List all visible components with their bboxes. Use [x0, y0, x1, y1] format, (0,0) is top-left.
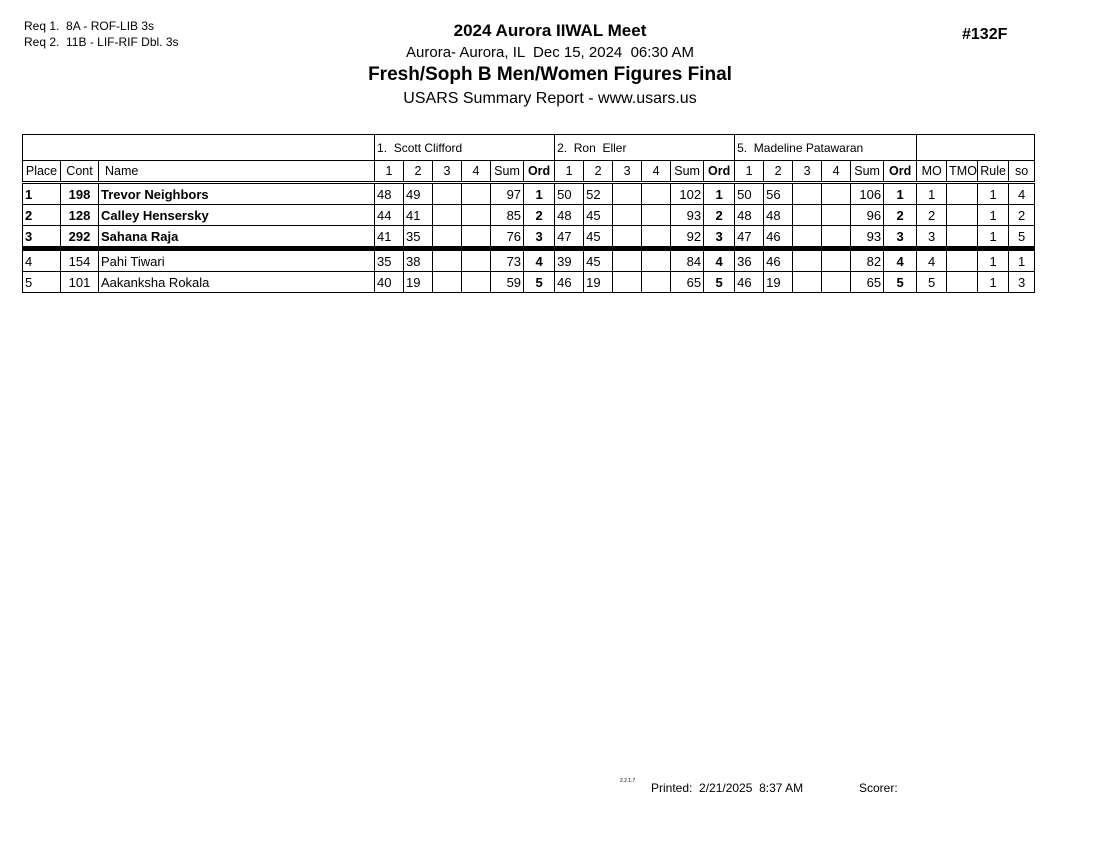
judge2-ordinal-cell: 5 [704, 272, 735, 293]
meet-title: 2024 Aurora IIWAL Meet [453, 21, 647, 40]
header-judge3-1: 1 [735, 161, 764, 183]
skater-name-cell: Aakanksha Rokala [99, 272, 375, 293]
so-cell: 4 [1009, 183, 1035, 205]
judge3-score1-cell: 46 [735, 272, 764, 293]
judge3-score4-cell [822, 226, 851, 249]
header-judge3-3: 3 [793, 161, 822, 183]
results-table [22, 134, 1035, 293]
majority-ordinal-cell: 2 [917, 205, 947, 226]
judge1-score3-cell [433, 272, 462, 293]
header-judge1-2: 2 [404, 161, 433, 183]
rule-cell: 1 [978, 183, 1009, 205]
judge3-sum-cell: 82 [851, 249, 884, 272]
judge2-score2-cell: 45 [584, 205, 613, 226]
judge1-ordinal-cell: 2 [524, 205, 555, 226]
judge3-ordinal-cell: 3 [884, 226, 917, 249]
judge2-score4-cell [642, 249, 671, 272]
judge1-score3-cell [433, 205, 462, 226]
judge2-score2-cell: 45 [584, 249, 613, 272]
so-cell: 2 [1009, 205, 1035, 226]
judge1-sum-cell: 73 [491, 249, 524, 272]
judge2-ordinal-cell: 2 [704, 205, 735, 226]
judge3-score3-cell [793, 226, 822, 249]
judge1-score2-cell: 35 [404, 226, 433, 249]
judge3-ordinal-cell: 2 [884, 205, 917, 226]
judge2-score4-cell [642, 205, 671, 226]
rule-cell: 1 [978, 249, 1009, 272]
contestant-number-cell: 128 [61, 205, 99, 226]
judge3-ordinal-cell: 1 [884, 183, 917, 205]
result-row-place-3 [23, 226, 1035, 249]
judge-row-spacer-left [23, 135, 375, 161]
judge2-score4-cell [642, 183, 671, 205]
judge3-score2-cell: 56 [764, 183, 793, 205]
majority-ordinal-cell: 4 [917, 249, 947, 272]
result-row-place-1 [23, 183, 1035, 205]
judge1-score3-cell [433, 249, 462, 272]
judge1-sum-cell: 59 [491, 272, 524, 293]
judge1-score1-cell: 41 [375, 226, 404, 249]
footer [0, 780, 1100, 800]
judge2-ordinal-cell: 1 [704, 183, 735, 205]
result-row-place-4 [23, 249, 1035, 272]
header-place: Place [23, 161, 61, 183]
judge-row-spacer-right [917, 135, 1035, 161]
judge1-score2-cell: 38 [404, 249, 433, 272]
judge1-score1-cell: 48 [375, 183, 404, 205]
header-judge1-sum: Sum [491, 161, 524, 183]
tmo-cell [947, 183, 978, 205]
judge3-sum-cell: 93 [851, 226, 884, 249]
judge3-sum-cell: 65 [851, 272, 884, 293]
judge3-score3-cell [793, 183, 822, 205]
place-cell: 5 [23, 272, 61, 293]
judge1-score1-cell: 44 [375, 205, 404, 226]
event-number: #132F [962, 26, 1008, 43]
contestant-number-cell: 292 [61, 226, 99, 249]
header-judge1-4: 4 [462, 161, 491, 183]
judge2-sum-cell: 84 [671, 249, 704, 272]
so-cell: 3 [1009, 272, 1035, 293]
judge1-score3-cell [433, 183, 462, 205]
header-judge3-2: 2 [764, 161, 793, 183]
judge1-score4-cell [462, 272, 491, 293]
judge2-score1-cell: 50 [555, 183, 584, 205]
so-cell: 1 [1009, 249, 1035, 272]
judge3-score4-cell [822, 249, 851, 272]
tmo-cell [947, 205, 978, 226]
judge2-score1-cell: 39 [555, 249, 584, 272]
rule-cell: 1 [978, 226, 1009, 249]
judge1-score1-cell: 35 [375, 249, 404, 272]
place-cell: 1 [23, 183, 61, 205]
tmo-cell [947, 226, 978, 249]
judge3-score4-cell [822, 183, 851, 205]
column-header-row [23, 161, 1035, 183]
header-judge2-1: 1 [555, 161, 584, 183]
judge3-score2-cell: 19 [764, 272, 793, 293]
judge1-ordinal-cell: 5 [524, 272, 555, 293]
majority-ordinal-cell: 1 [917, 183, 947, 205]
judge1-score1-cell: 40 [375, 272, 404, 293]
results-table-body [23, 183, 1035, 293]
header-cont: Cont [61, 161, 99, 183]
judge2-score3-cell [613, 226, 642, 249]
judge1-score4-cell [462, 183, 491, 205]
judge2-score2-cell: 19 [584, 272, 613, 293]
judge-names-row [23, 135, 1035, 161]
judge1-score2-cell: 49 [404, 183, 433, 205]
header-judge2-2: 2 [584, 161, 613, 183]
header-judge2-4: 4 [642, 161, 671, 183]
judge3-score1-cell: 36 [735, 249, 764, 272]
rule-cell: 1 [978, 205, 1009, 226]
software-version-superscript: 2.2.1.7 [620, 778, 636, 784]
place-cell: 2 [23, 205, 61, 226]
skater-name-cell: Pahi Tiwari [99, 249, 375, 272]
judge2-score1-cell: 48 [555, 205, 584, 226]
judge2-score3-cell [613, 249, 642, 272]
judge3-score3-cell [793, 205, 822, 226]
header-judge1-1: 1 [375, 161, 404, 183]
judge3-score3-cell [793, 249, 822, 272]
scorer-label: Scorer: [859, 781, 898, 795]
header-judge1-ord: Ord [524, 161, 555, 183]
judge1-ordinal-cell: 4 [524, 249, 555, 272]
judge1-score4-cell [462, 249, 491, 272]
rule-cell: 1 [978, 272, 1009, 293]
judge3-score2-cell: 48 [764, 205, 793, 226]
place-cell: 3 [23, 226, 61, 249]
judge1-ordinal-cell: 1 [524, 183, 555, 205]
judge1-score3-cell [433, 226, 462, 249]
judge1-sum-cell: 76 [491, 226, 524, 249]
judge3-score2-cell: 46 [764, 226, 793, 249]
judge2-score4-cell [642, 226, 671, 249]
judge2-score2-cell: 45 [584, 226, 613, 249]
header-judge2-ord: Ord [704, 161, 735, 183]
judge1-score4-cell [462, 226, 491, 249]
judge2-sum-cell: 92 [671, 226, 704, 249]
judge1-ordinal-cell: 3 [524, 226, 555, 249]
header-mo: MO [917, 161, 947, 183]
judge2-score3-cell [613, 272, 642, 293]
judge3-score3-cell [793, 272, 822, 293]
result-row-place-2 [23, 205, 1035, 226]
judge3-sum-cell: 106 [851, 183, 884, 205]
judge3-score4-cell [822, 272, 851, 293]
judge2-score1-cell: 46 [555, 272, 584, 293]
judge1-score2-cell: 41 [404, 205, 433, 226]
judge2-sum-cell: 93 [671, 205, 704, 226]
contestant-number-cell: 101 [61, 272, 99, 293]
judge3-score2-cell: 46 [764, 249, 793, 272]
tmo-cell [947, 272, 978, 293]
skater-name-cell: Calley Hensersky [99, 205, 375, 226]
results-table-head [23, 135, 1035, 183]
result-row-place-5 [23, 272, 1035, 293]
header-so: so [1009, 161, 1035, 183]
judge2-sum-cell: 65 [671, 272, 704, 293]
judge3-sum-cell: 96 [851, 205, 884, 226]
judge3-score1-cell: 48 [735, 205, 764, 226]
req-line-1: Req 1. 8A - ROF-LIB 3s [24, 19, 155, 33]
judge3-score1-cell: 47 [735, 226, 764, 249]
judge-name-3: 5. Madeline Patawaran [735, 135, 917, 161]
header-judge2-3: 3 [613, 161, 642, 183]
judge3-score4-cell [822, 205, 851, 226]
judge2-ordinal-cell: 3 [704, 226, 735, 249]
event-title: Fresh/Soph B Men/Women Figures Final [368, 64, 732, 85]
judge1-score4-cell [462, 205, 491, 226]
judge3-ordinal-cell: 5 [884, 272, 917, 293]
skater-name-cell: Sahana Raja [99, 226, 375, 249]
so-cell: 5 [1009, 226, 1035, 249]
title-block [0, 20, 1100, 110]
judge2-score2-cell: 52 [584, 183, 613, 205]
meet-location-date: Aurora- Aurora, IL Dec 15, 2024 06:30 AM [406, 44, 694, 61]
judge2-score3-cell [613, 205, 642, 226]
judge2-ordinal-cell: 4 [704, 249, 735, 272]
header-rule: Rule [978, 161, 1009, 183]
judge1-sum-cell: 85 [491, 205, 524, 226]
judge2-score3-cell [613, 183, 642, 205]
header-judge3-ord: Ord [884, 161, 917, 183]
printed-timestamp: Printed: 2/21/2025 8:37 AM [651, 781, 804, 795]
judge-name-1: 1. Scott Clifford [375, 135, 555, 161]
judge2-score1-cell: 47 [555, 226, 584, 249]
contestant-number-cell: 154 [61, 249, 99, 272]
place-cell: 4 [23, 249, 61, 272]
header-judge1-3: 3 [433, 161, 462, 183]
header-judge2-sum: Sum [671, 161, 704, 183]
majority-ordinal-cell: 3 [917, 226, 947, 249]
judge2-score4-cell [642, 272, 671, 293]
judge1-score2-cell: 19 [404, 272, 433, 293]
header-judge3-sum: Sum [851, 161, 884, 183]
header-tmo: TMO [947, 161, 978, 183]
req-line-2: Req 2. 11B - LIF-RIF Dbl. 3s [24, 35, 179, 49]
header-name: Name [99, 161, 375, 183]
judge2-sum-cell: 102 [671, 183, 704, 205]
judge3-ordinal-cell: 4 [884, 249, 917, 272]
majority-ordinal-cell: 5 [917, 272, 947, 293]
contestant-number-cell: 198 [61, 183, 99, 205]
judge3-score1-cell: 50 [735, 183, 764, 205]
report-subtitle: USARS Summary Report - www.usars.us [403, 90, 697, 107]
skater-name-cell: Trevor Neighbors [99, 183, 375, 205]
judge-name-2: 2. Ron Eller [555, 135, 735, 161]
tmo-cell [947, 249, 978, 272]
judge1-sum-cell: 97 [491, 183, 524, 205]
header-judge3-4: 4 [822, 161, 851, 183]
